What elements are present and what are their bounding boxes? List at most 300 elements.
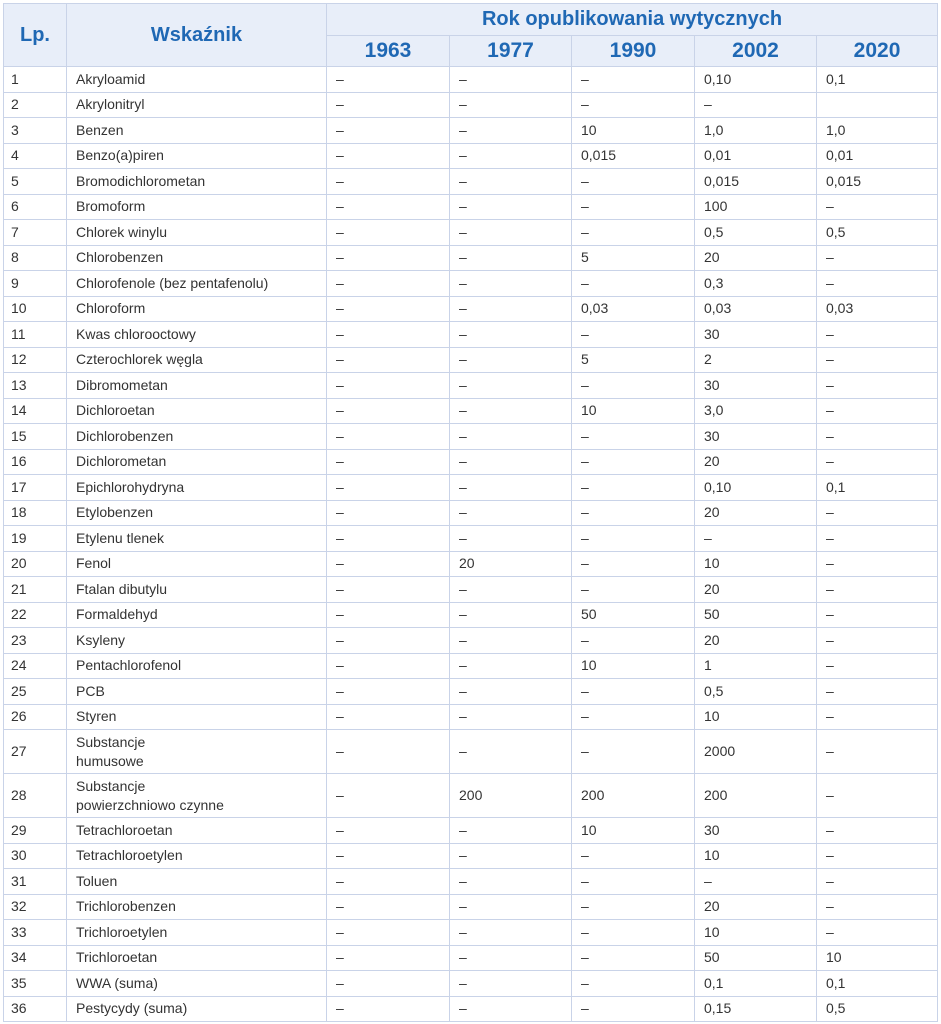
cell-value-2002: 30	[695, 373, 817, 399]
cell-value-1977: –	[450, 194, 572, 220]
cell-indicator: Toluen	[67, 869, 327, 895]
cell-value-1963: –	[327, 920, 450, 946]
cell-value-2002: 30	[695, 818, 817, 844]
indicator-line-2: powierzchniowo czynne	[76, 796, 224, 813]
table-row	[4, 398, 938, 424]
cell-value-1963: –	[327, 271, 450, 297]
cell-lp: 30	[4, 843, 67, 869]
cell-indicator: Tetrachloroetan	[67, 818, 327, 844]
cell-lp: 28	[4, 774, 67, 818]
cell-value-2002: 20	[695, 245, 817, 271]
cell-lp: 4	[4, 143, 67, 169]
indicator-line-2: humusowe	[76, 752, 144, 769]
cell-value-1990: –	[572, 475, 695, 501]
table-row	[4, 322, 938, 348]
cell-value-1990: –	[572, 194, 695, 220]
cell-value-2020: –	[817, 679, 938, 705]
cell-lp: 18	[4, 500, 67, 526]
cell-value-1963: –	[327, 118, 450, 144]
cell-value-1977: –	[450, 653, 572, 679]
cell-indicator: Etylenu tlenek	[67, 526, 327, 552]
cell-lp: 16	[4, 449, 67, 475]
cell-value-2002: 100	[695, 194, 817, 220]
cell-value-1990: –	[572, 449, 695, 475]
cell-value-1990: –	[572, 996, 695, 1022]
cell-value-2020: –	[817, 373, 938, 399]
cell-value-2020: 0,5	[817, 220, 938, 246]
cell-indicator: Styren	[67, 704, 327, 730]
cell-value-2020: –	[817, 730, 938, 774]
cell-value-2020: –	[817, 424, 938, 450]
cell-value-1977: –	[450, 843, 572, 869]
table-row	[4, 730, 938, 774]
cell-value-2020: –	[817, 526, 938, 552]
cell-value-1990: 5	[572, 347, 695, 373]
cell-lp: 36	[4, 996, 67, 1022]
cell-value-1963: –	[327, 551, 450, 577]
cell-value-1963: –	[327, 602, 450, 628]
cell-value-1977: –	[450, 475, 572, 501]
table-row	[4, 118, 938, 144]
cell-value-2020	[817, 92, 938, 118]
cell-value-1963: –	[327, 424, 450, 450]
cell-value-2002: 0,1	[695, 971, 817, 997]
cell-value-1977: –	[450, 679, 572, 705]
cell-value-2020: –	[817, 602, 938, 628]
cell-lp: 32	[4, 894, 67, 920]
cell-value-1990: –	[572, 704, 695, 730]
cell-lp: 27	[4, 730, 67, 774]
cell-value-1990: 50	[572, 602, 695, 628]
cell-indicator: PCB	[67, 679, 327, 705]
cell-value-1990: 0,015	[572, 143, 695, 169]
table-row	[4, 194, 938, 220]
cell-value-1990: –	[572, 628, 695, 654]
cell-indicator: Bromodichlorometan	[67, 169, 327, 195]
cell-value-1963: –	[327, 322, 450, 348]
cell-indicator: Etylobenzen	[67, 500, 327, 526]
table-row	[4, 628, 938, 654]
cell-value-2002: 1	[695, 653, 817, 679]
cell-value-1963: –	[327, 945, 450, 971]
cell-value-1977: –	[450, 526, 572, 552]
cell-indicator: Chlorek winylu	[67, 220, 327, 246]
cell-value-1977: –	[450, 971, 572, 997]
table-row	[4, 500, 938, 526]
table-row	[4, 92, 938, 118]
cell-lp: 26	[4, 704, 67, 730]
cell-value-1990: 5	[572, 245, 695, 271]
table-row	[4, 704, 938, 730]
cell-lp: 10	[4, 296, 67, 322]
cell-value-1977: –	[450, 449, 572, 475]
cell-value-1977: –	[450, 628, 572, 654]
cell-value-2002: 10	[695, 551, 817, 577]
cell-lp: 8	[4, 245, 67, 271]
cell-lp: 17	[4, 475, 67, 501]
cell-value-1977: –	[450, 500, 572, 526]
cell-value-1963: –	[327, 143, 450, 169]
cell-value-1963: –	[327, 894, 450, 920]
table-row	[4, 449, 938, 475]
cell-value-2002: 20	[695, 449, 817, 475]
cell-value-1990: –	[572, 373, 695, 399]
table-body	[4, 67, 938, 1022]
cell-lp: 24	[4, 653, 67, 679]
cell-lp: 15	[4, 424, 67, 450]
cell-lp: 14	[4, 398, 67, 424]
cell-value-1977: 20	[450, 551, 572, 577]
cell-indicator: Chlorobenzen	[67, 245, 327, 271]
table-row	[4, 945, 938, 971]
cell-value-1963: –	[327, 475, 450, 501]
cell-value-2002: 0,01	[695, 143, 817, 169]
header-year-2020: 2020	[817, 36, 938, 67]
cell-indicator	[67, 730, 327, 774]
cell-value-2002: 0,3	[695, 271, 817, 297]
table-row	[4, 653, 938, 679]
cell-value-1977: –	[450, 245, 572, 271]
table-row	[4, 347, 938, 373]
cell-lp: 20	[4, 551, 67, 577]
cell-value-2002: 0,015	[695, 169, 817, 195]
table-row	[4, 679, 938, 705]
cell-value-2020: –	[817, 869, 938, 895]
cell-value-1977: –	[450, 894, 572, 920]
header-year-1977: 1977	[450, 36, 572, 67]
table-row	[4, 220, 938, 246]
cell-value-2020: 0,1	[817, 475, 938, 501]
cell-value-2002: 0,5	[695, 679, 817, 705]
cell-value-2002: 20	[695, 628, 817, 654]
cell-value-1977: –	[450, 577, 572, 603]
cell-indicator: Chlorofenole (bez pentafenolu)	[67, 271, 327, 297]
cell-value-2020: –	[817, 704, 938, 730]
cell-indicator: Akryloamid	[67, 67, 327, 93]
cell-value-2002: 50	[695, 602, 817, 628]
cell-value-2002: 2000	[695, 730, 817, 774]
cell-value-1963: –	[327, 449, 450, 475]
cell-indicator: Akrylonitryl	[67, 92, 327, 118]
table-row	[4, 169, 938, 195]
cell-value-1977: –	[450, 67, 572, 93]
cell-value-1990: 10	[572, 118, 695, 144]
cell-value-2020: 0,1	[817, 971, 938, 997]
table-row	[4, 143, 938, 169]
guidelines-table	[3, 3, 938, 1022]
cell-value-1977: –	[450, 143, 572, 169]
cell-lp: 13	[4, 373, 67, 399]
cell-value-2020: –	[817, 551, 938, 577]
cell-value-2002: 0,5	[695, 220, 817, 246]
cell-value-2020: –	[817, 818, 938, 844]
cell-value-2002: 30	[695, 424, 817, 450]
cell-value-1963: –	[327, 373, 450, 399]
cell-value-2020: –	[817, 449, 938, 475]
cell-indicator	[67, 774, 327, 818]
cell-indicator: Pestycydy (suma)	[67, 996, 327, 1022]
table-row	[4, 526, 938, 552]
cell-value-2002: 10	[695, 843, 817, 869]
cell-value-2020: –	[817, 398, 938, 424]
cell-indicator: Benzen	[67, 118, 327, 144]
table-row	[4, 869, 938, 895]
cell-value-2020: –	[817, 628, 938, 654]
cell-lp: 19	[4, 526, 67, 552]
cell-value-1990: –	[572, 92, 695, 118]
cell-value-1990: –	[572, 526, 695, 552]
cell-lp: 2	[4, 92, 67, 118]
cell-value-1977: –	[450, 704, 572, 730]
cell-value-2002: 50	[695, 945, 817, 971]
cell-value-1977: –	[450, 322, 572, 348]
cell-value-1990: –	[572, 679, 695, 705]
cell-indicator: Formaldehyd	[67, 602, 327, 628]
cell-value-2002: 10	[695, 920, 817, 946]
cell-lp: 3	[4, 118, 67, 144]
cell-value-1990: –	[572, 322, 695, 348]
cell-lp: 31	[4, 869, 67, 895]
table-row	[4, 774, 938, 818]
cell-indicator: Tetrachloroetylen	[67, 843, 327, 869]
cell-value-2020: –	[817, 322, 938, 348]
cell-value-1977: –	[450, 730, 572, 774]
cell-lp: 21	[4, 577, 67, 603]
cell-value-1990: –	[572, 894, 695, 920]
cell-value-1990: –	[572, 67, 695, 93]
cell-value-1963: –	[327, 774, 450, 818]
cell-value-1990: –	[572, 551, 695, 577]
cell-value-1990: –	[572, 869, 695, 895]
cell-value-2020: 1,0	[817, 118, 938, 144]
cell-indicator: Fenol	[67, 551, 327, 577]
header-year-2002: 2002	[695, 36, 817, 67]
cell-value-1963: –	[327, 526, 450, 552]
cell-value-2020: 0,01	[817, 143, 938, 169]
table-row	[4, 818, 938, 844]
cell-indicator: Benzo(a)piren	[67, 143, 327, 169]
cell-value-1963: –	[327, 843, 450, 869]
cell-value-1977: –	[450, 818, 572, 844]
cell-indicator: Kwas chlorooctowy	[67, 322, 327, 348]
cell-value-2002: 20	[695, 894, 817, 920]
cell-value-2020: –	[817, 500, 938, 526]
cell-value-1977: –	[450, 118, 572, 144]
cell-value-1963: –	[327, 869, 450, 895]
cell-value-2002: 20	[695, 500, 817, 526]
table-row	[4, 296, 938, 322]
cell-value-1990: –	[572, 577, 695, 603]
cell-lp: 23	[4, 628, 67, 654]
cell-indicator: Dichlorometan	[67, 449, 327, 475]
cell-value-1977: –	[450, 945, 572, 971]
cell-indicator: Ftalan dibutylu	[67, 577, 327, 603]
cell-value-1963: –	[327, 679, 450, 705]
cell-value-1977: –	[450, 920, 572, 946]
cell-value-1977: –	[450, 424, 572, 450]
cell-lp: 25	[4, 679, 67, 705]
cell-lp: 33	[4, 920, 67, 946]
cell-value-1977: –	[450, 271, 572, 297]
cell-value-2020: 0,1	[817, 67, 938, 93]
cell-indicator: Czterochlorek węgla	[67, 347, 327, 373]
cell-indicator: Pentachlorofenol	[67, 653, 327, 679]
table-row	[4, 271, 938, 297]
cell-value-1990: –	[572, 169, 695, 195]
cell-value-2002: –	[695, 869, 817, 895]
cell-value-1990: –	[572, 424, 695, 450]
cell-lp: 12	[4, 347, 67, 373]
cell-value-2020: –	[817, 245, 938, 271]
cell-value-1977: –	[450, 373, 572, 399]
cell-value-1963: –	[327, 704, 450, 730]
cell-indicator: Epichlorohydryna	[67, 475, 327, 501]
cell-value-2002: 0,03	[695, 296, 817, 322]
cell-indicator: Trichloroetan	[67, 945, 327, 971]
cell-value-1963: –	[327, 92, 450, 118]
cell-lp: 1	[4, 67, 67, 93]
header-lp: Lp.	[4, 4, 67, 67]
table-row	[4, 245, 938, 271]
cell-value-1990: –	[572, 843, 695, 869]
cell-value-1963: –	[327, 653, 450, 679]
cell-lp: 9	[4, 271, 67, 297]
cell-value-2020: 0,5	[817, 996, 938, 1022]
cell-value-1963: –	[327, 67, 450, 93]
cell-indicator: Trichloroetylen	[67, 920, 327, 946]
cell-value-1990: 10	[572, 818, 695, 844]
cell-value-1963: –	[327, 398, 450, 424]
cell-value-1990: 0,03	[572, 296, 695, 322]
cell-value-2020: 10	[817, 945, 938, 971]
cell-value-2002: 2	[695, 347, 817, 373]
cell-indicator: Dibromometan	[67, 373, 327, 399]
cell-value-2002: 20	[695, 577, 817, 603]
cell-value-1977: –	[450, 92, 572, 118]
cell-value-1990: –	[572, 730, 695, 774]
cell-indicator: Bromoform	[67, 194, 327, 220]
cell-value-1977: –	[450, 996, 572, 1022]
cell-value-2002: 1,0	[695, 118, 817, 144]
cell-value-1963: –	[327, 500, 450, 526]
cell-indicator: Chloroform	[67, 296, 327, 322]
cell-value-1990: –	[572, 920, 695, 946]
table-row	[4, 894, 938, 920]
table-row	[4, 424, 938, 450]
cell-value-1990: –	[572, 271, 695, 297]
cell-indicator: Trichlorobenzen	[67, 894, 327, 920]
cell-lp: 6	[4, 194, 67, 220]
indicator-line-1: Substancje	[76, 733, 146, 750]
cell-value-1990: –	[572, 971, 695, 997]
cell-value-2020: –	[817, 653, 938, 679]
header-year-1990: 1990	[572, 36, 695, 67]
header-indicator: Wskaźnik	[67, 4, 327, 67]
table-row	[4, 67, 938, 93]
cell-value-2020: –	[817, 920, 938, 946]
table-row	[4, 551, 938, 577]
cell-value-1977: –	[450, 869, 572, 895]
table-row	[4, 920, 938, 946]
cell-value-2020: –	[817, 347, 938, 373]
cell-indicator: Dichlorobenzen	[67, 424, 327, 450]
cell-indicator: WWA (suma)	[67, 971, 327, 997]
cell-value-1977: –	[450, 347, 572, 373]
cell-value-1977: –	[450, 398, 572, 424]
cell-value-2020: –	[817, 577, 938, 603]
cell-lp: 34	[4, 945, 67, 971]
cell-value-2002: 3,0	[695, 398, 817, 424]
table-row	[4, 602, 938, 628]
table-row	[4, 996, 938, 1022]
cell-value-1990: 200	[572, 774, 695, 818]
cell-lp: 7	[4, 220, 67, 246]
cell-value-2002: –	[695, 526, 817, 552]
header-year-group: Rok opublikowania wytycznych	[327, 4, 938, 36]
cell-value-1963: –	[327, 730, 450, 774]
cell-value-1977: 200	[450, 774, 572, 818]
table-row	[4, 971, 938, 997]
cell-lp: 35	[4, 971, 67, 997]
cell-value-1977: –	[450, 602, 572, 628]
cell-lp: 29	[4, 818, 67, 844]
cell-lp: 22	[4, 602, 67, 628]
table-row	[4, 475, 938, 501]
cell-value-1963: –	[327, 194, 450, 220]
cell-value-2002: 0,15	[695, 996, 817, 1022]
cell-value-1990: 10	[572, 653, 695, 679]
cell-value-2002: 10	[695, 704, 817, 730]
table-row	[4, 373, 938, 399]
cell-value-1963: –	[327, 971, 450, 997]
cell-lp: 5	[4, 169, 67, 195]
cell-indicator: Dichloroetan	[67, 398, 327, 424]
cell-value-1977: –	[450, 220, 572, 246]
cell-value-1963: –	[327, 169, 450, 195]
cell-value-2020: –	[817, 774, 938, 818]
cell-value-1990: –	[572, 220, 695, 246]
cell-value-1963: –	[327, 577, 450, 603]
cell-indicator: Ksyleny	[67, 628, 327, 654]
cell-value-2020: –	[817, 271, 938, 297]
cell-value-1963: –	[327, 996, 450, 1022]
header-year-1963: 1963	[327, 36, 450, 67]
cell-value-1963: –	[327, 628, 450, 654]
table-row	[4, 843, 938, 869]
cell-value-1990: 10	[572, 398, 695, 424]
cell-value-1990: –	[572, 945, 695, 971]
cell-value-1963: –	[327, 347, 450, 373]
cell-value-1963: –	[327, 220, 450, 246]
cell-value-2020: 0,015	[817, 169, 938, 195]
cell-value-1990: –	[572, 500, 695, 526]
cell-value-2020: –	[817, 194, 938, 220]
cell-value-1963: –	[327, 296, 450, 322]
cell-value-2020: –	[817, 843, 938, 869]
cell-value-2002: –	[695, 92, 817, 118]
indicator-line-1: Substancje	[76, 777, 146, 794]
cell-value-1963: –	[327, 818, 450, 844]
cell-lp: 11	[4, 322, 67, 348]
cell-value-2002: 30	[695, 322, 817, 348]
cell-value-2002: 0,10	[695, 67, 817, 93]
cell-value-2002: 200	[695, 774, 817, 818]
cell-value-2020: 0,03	[817, 296, 938, 322]
cell-value-1977: –	[450, 169, 572, 195]
cell-value-2002: 0,10	[695, 475, 817, 501]
cell-value-1977: –	[450, 296, 572, 322]
cell-value-2020: –	[817, 894, 938, 920]
